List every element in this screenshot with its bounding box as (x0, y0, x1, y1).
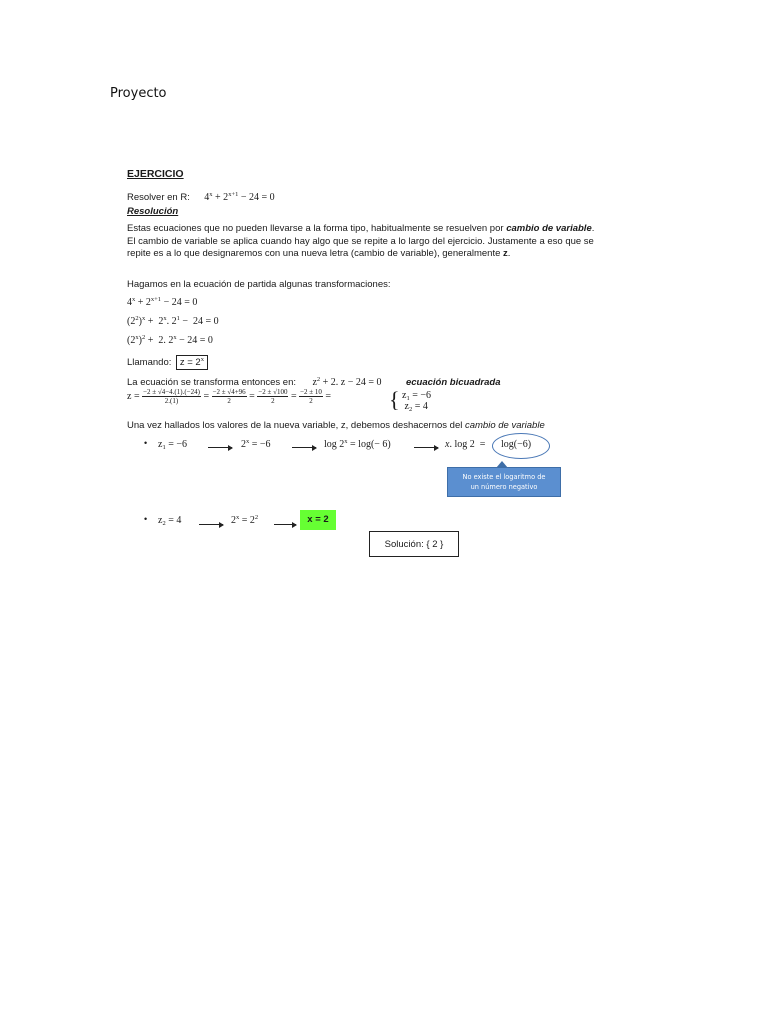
z1-step-2: $\log 2^x = \log(- 6)$ (324, 438, 391, 450)
transform-line-2: $(2^2)^x + 2^x$. $2^1 - 24 = 0$ (127, 315, 219, 327)
hagamos-line: Hagamos en la ecuación de partida algunas transformaciones: (127, 279, 391, 290)
resolver-label: Resolver en R: (127, 192, 190, 203)
intro-bold-cambio: cambio de variable (506, 223, 592, 234)
intro-text-b: . El cambio de variable se aplica cuando hay algo que se repite a lo largo del ejercicio. Justamente a eso que se repite es a lo que designaremos con una nueva letra (cambio de variable), generalmente (127, 223, 595, 259)
intro-text-a: Estas ecuaciones que no pueden llevarse a la forma tipo, habitualmente se resuelven por (127, 223, 507, 234)
roots-brace: { (389, 387, 400, 412)
equation-original: $4^x + 2^{x+1} - 24 = 0$ (204, 191, 275, 203)
bicuadrada-label: ecuación bicuadrada (405, 377, 501, 388)
arrow-2a (199, 524, 223, 525)
callout-line-2: un número negativo (470, 483, 538, 491)
intro-paragraph (127, 223, 597, 261)
intro-text-c: . (507, 248, 511, 259)
solution-box: Solución: { 2 } (369, 531, 459, 557)
frac-1: $\frac{-2 \pm √4-4.(1).(-24)}{2.(1)}$ (143, 388, 200, 405)
substitution-box: $z = 2^x$ (176, 355, 208, 370)
bullet-1: • (144, 438, 148, 448)
transform-line-3: $(2^x)^2 + 2$. $2^x - 24 = 0$ (127, 334, 213, 346)
z1-step-1: $2^x = -6$ (241, 438, 271, 450)
arrow-2b (274, 524, 296, 525)
arrow-1b (292, 447, 316, 448)
una-vez-line (127, 420, 545, 431)
quadratic-formula: z = $\frac{-2 \pm √4-4.(1).(-24)}{2.(1)}$ = $\frac{-2 \pm √4+96}{2}$ = $\frac{-2 \pm √100}{2}$ = $\frac{-2 \pm 10}{2}$ = (127, 388, 332, 405)
z2-value: $z_2 = 4$ (158, 515, 182, 527)
z1-value: $z_1 = -6$ (158, 439, 187, 451)
page-header-title: Proyecto (110, 86, 167, 101)
exercise-title: EJERCICIO (127, 168, 184, 180)
frac-3: $\frac{-2 \pm √100}{2}$ (258, 388, 288, 405)
frac-4: $\frac{-2 \pm 10}{2}$ (300, 388, 322, 405)
exercise-image (110, 160, 630, 570)
frac-2: $\frac{-2 \pm √4+96}{2}$ (212, 388, 246, 405)
una-vez-italic: cambio de variable (464, 420, 545, 431)
z1-step-3: x. log 2 = (445, 439, 486, 450)
arrow-1a (208, 447, 232, 448)
z2-step-1: $2^x = 2^2$ (231, 514, 259, 526)
result-highlight: x = 2 (300, 510, 336, 530)
llamando-line (127, 352, 208, 370)
una-vez-text: Una vez hallados los valores de la nueva variable, z, debemos deshacernos del (127, 420, 465, 431)
intro-bold-z: z (503, 248, 508, 259)
roots-values: $z_1 = -6$ $z_2 = 4$ (402, 390, 431, 413)
transform-line-1: $4^x + 2^{x+1} - 24 = 0$ (127, 296, 198, 308)
log-negative: log(−6) (501, 439, 532, 450)
quadratic-equation: $z^2 + 2$. z − 24 = 0 (312, 376, 382, 388)
callout-line-1: No existe el logaritmo de (462, 473, 546, 481)
transform-label: La ecuación se transforma entonces en: (127, 377, 296, 388)
arrow-1c (414, 447, 438, 448)
resolucion-heading: Resolución (127, 206, 179, 217)
llamando-label: Llamando: (127, 357, 172, 368)
callout-note (447, 467, 561, 497)
resolver-line (127, 187, 275, 205)
bullet-2: • (144, 514, 148, 524)
